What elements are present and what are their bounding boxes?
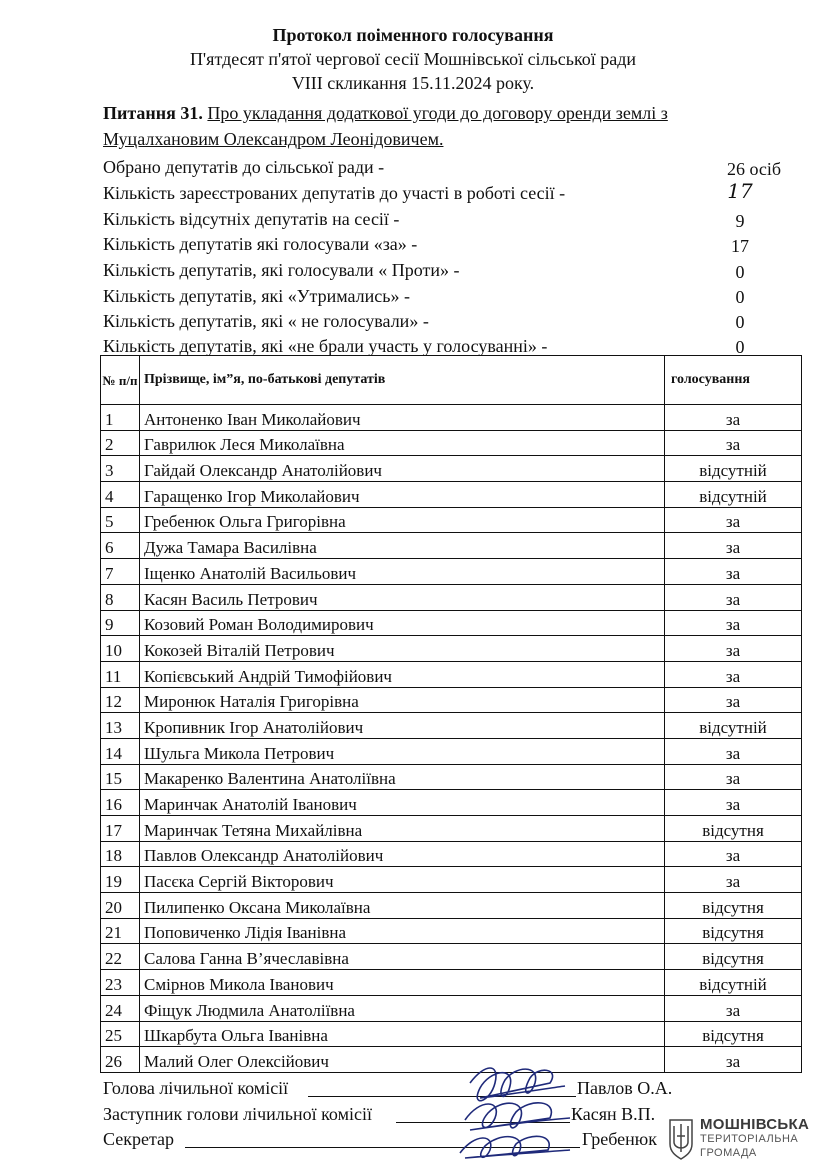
question	[103, 100, 743, 152]
table-row	[101, 841, 802, 867]
deputy-name: Малий Олег Олексійович	[140, 1047, 665, 1073]
convocation-date: VIII скликання 15.11.2024 року.	[291, 73, 535, 93]
vote-result: за	[665, 790, 802, 816]
vote-result: відсутній	[665, 482, 802, 508]
table-row	[101, 1021, 802, 1047]
row-number: 13	[101, 713, 140, 739]
logo-line3: ГРОМАДА	[700, 1147, 757, 1159]
logo-line2: ТЕРИТОРІАЛЬНА	[700, 1133, 799, 1145]
row-number: 22	[101, 944, 140, 970]
deputy-name: Гайдай Олександр Анатолійович	[140, 456, 665, 482]
vote-result: за	[665, 661, 802, 687]
table-row	[101, 790, 802, 816]
table-row	[101, 764, 802, 790]
row-number: 20	[101, 893, 140, 919]
vote-result: за	[665, 430, 802, 456]
vote-result: відсутній	[665, 456, 802, 482]
row-number: 1	[101, 405, 140, 431]
signature-role: Голова лічильної комісії	[103, 1078, 289, 1098]
column-header-vote: голосування	[665, 356, 802, 405]
row-number: 24	[101, 995, 140, 1021]
table-row	[101, 944, 802, 970]
table-row	[101, 687, 802, 713]
session-subtitle: П'ятдесят п'ятої чергової сесії Мошнівської сільської ради	[189, 49, 637, 69]
stat-label: Кількість депутатів які голосували «за» -	[103, 234, 418, 254]
row-number: 2	[101, 430, 140, 456]
table-row	[101, 661, 802, 687]
stat-value: 9	[735, 211, 745, 231]
question-text: Про укладання додаткової угоди до договору оренди землі з Муцалхановим Олександром Леонідовичем.	[103, 103, 668, 149]
row-number: 10	[101, 636, 140, 662]
vote-result: відсутня	[665, 893, 802, 919]
trident-icon	[668, 1116, 694, 1160]
row-number: 4	[101, 482, 140, 508]
table-row	[101, 456, 802, 482]
table-row	[101, 482, 802, 508]
row-number: 26	[101, 1047, 140, 1073]
vote-result: відсутня	[665, 816, 802, 842]
deputy-name: Гаврилюк Леся Миколаївна	[140, 430, 665, 456]
deputy-name: Копієвський Андрій Тимофійович	[140, 661, 665, 687]
row-number: 19	[101, 867, 140, 893]
vote-result: за	[665, 559, 802, 585]
question-number: Питання 31.	[103, 103, 203, 123]
deputy-name: Шульга Микола Петрович	[140, 738, 665, 764]
row-number: 6	[101, 533, 140, 559]
vote-result: відсутня	[665, 918, 802, 944]
community-logo	[668, 1116, 818, 1162]
table-row	[101, 430, 802, 456]
deputy-name: Смірнов Микола Іванович	[140, 970, 665, 996]
stat-label: Кількість зареєстрованих депутатів до участі в роботі сесії -	[103, 183, 566, 203]
row-number: 21	[101, 918, 140, 944]
row-number: 5	[101, 507, 140, 533]
row-number: 11	[101, 661, 140, 687]
row-number: 3	[101, 456, 140, 482]
logo-line1: МОШНІВСЬКА	[700, 1116, 810, 1133]
deputy-name: Гребенюк Ольга Григорівна	[140, 507, 665, 533]
row-number: 18	[101, 841, 140, 867]
deputy-name: Дужа Тамара Василівна	[140, 533, 665, 559]
table-row	[101, 559, 802, 585]
deputy-name: Маринчак Анатолій Іванович	[140, 790, 665, 816]
deputy-name: Салова Ганна В’ячеславівна	[140, 944, 665, 970]
table-row	[101, 584, 802, 610]
deputy-name: Касян Василь Петрович	[140, 584, 665, 610]
vote-result: за	[665, 867, 802, 893]
stat-label: Кількість депутатів, які голосували « Проти» -	[103, 260, 460, 280]
row-number: 14	[101, 738, 140, 764]
stat-value: 17	[731, 236, 749, 256]
deputy-name: Козовий Роман Володимирович	[140, 610, 665, 636]
deputy-name: Пасєка Сергій Вікторович	[140, 867, 665, 893]
stat-label: Кількість відсутніх депутатів на сесії -	[103, 209, 400, 229]
signature-role: Секретар	[103, 1129, 175, 1149]
table-row	[101, 636, 802, 662]
deputy-name: Кропивник Ігор Анатолійович	[140, 713, 665, 739]
row-number: 9	[101, 610, 140, 636]
row-number: 12	[101, 687, 140, 713]
vote-result: за	[665, 507, 802, 533]
stat-value: 26 осіб	[726, 159, 782, 179]
deputy-name: Поповиченко Лідія Іванівна	[140, 918, 665, 944]
deputy-name: Маринчак Тетяна Михайлівна	[140, 816, 665, 842]
row-number: 15	[101, 764, 140, 790]
signature-name: Касян В.П.	[571, 1104, 656, 1124]
vote-result: за	[665, 584, 802, 610]
signature-name: Павлов О.А.	[577, 1078, 673, 1098]
deputy-name: Кокозей Віталій Петрович	[140, 636, 665, 662]
vote-result: за	[665, 1047, 802, 1073]
row-number: 7	[101, 559, 140, 585]
stat-label: Кількість депутатів, які «Утримались» -	[103, 286, 410, 306]
stat-label: Кількість депутатів, які «не брали участь у голосуванні» -	[103, 336, 548, 356]
table-row	[101, 893, 802, 919]
vote-result: за	[665, 405, 802, 431]
vote-result: за	[665, 687, 802, 713]
deputy-name: Миронюк Наталія Григорівна	[140, 687, 665, 713]
deputy-name: Шкарбута Ольга Іванівна	[140, 1021, 665, 1047]
row-number: 8	[101, 584, 140, 610]
deputy-name: Гаращенко Ігор Миколайович	[140, 482, 665, 508]
deputy-name: Павлов Олександр Анатолійович	[140, 841, 665, 867]
stat-label: Обрано депутатів до сільської ради -	[103, 157, 385, 177]
deputy-name: Пилипенко Оксана Миколаївна	[140, 893, 665, 919]
stat-value: 0	[735, 337, 745, 357]
deputy-name: Антоненко Іван Миколайович	[140, 405, 665, 431]
deputy-name: Іщенко Анатолій Васильович	[140, 559, 665, 585]
vote-result: відсутня	[665, 944, 802, 970]
stat-value: 0	[735, 287, 745, 307]
table-row	[101, 738, 802, 764]
table-row	[101, 867, 802, 893]
vote-result: за	[665, 995, 802, 1021]
vote-result: за	[665, 764, 802, 790]
vote-result: за	[665, 610, 802, 636]
signature-name: Гребенюк	[582, 1129, 657, 1149]
signature-role: Заступник голови лічильної комісії	[103, 1104, 372, 1124]
deputy-name: Фіщук Людмила Анатоліївна	[140, 995, 665, 1021]
table-row	[101, 610, 802, 636]
column-header-name: Прізвище, ім”я, по-батькові депутатів	[140, 356, 665, 405]
row-number: 17	[101, 816, 140, 842]
vote-result: за	[665, 841, 802, 867]
column-header-number: № п/п	[101, 356, 140, 405]
table-row	[101, 405, 802, 431]
row-number: 25	[101, 1021, 140, 1047]
vote-result: за	[665, 738, 802, 764]
vote-result: відсутня	[665, 1021, 802, 1047]
vote-result: відсутній	[665, 970, 802, 996]
vote-result: за	[665, 636, 802, 662]
table-row	[101, 970, 802, 996]
table-row	[101, 713, 802, 739]
table-row	[101, 533, 802, 559]
document-title: Протокол поіменного голосування	[272, 25, 554, 45]
vote-result: за	[665, 533, 802, 559]
deputy-name: Макаренко Валентина Анатоліївна	[140, 764, 665, 790]
stat-value: 0	[735, 312, 745, 332]
vote-table	[100, 355, 802, 1073]
table-row	[101, 995, 802, 1021]
stat-label: Кількість депутатів, які « не голосували» -	[103, 311, 429, 331]
row-number: 16	[101, 790, 140, 816]
vote-table-body	[101, 405, 802, 1073]
stat-value-handwritten: 17	[727, 179, 753, 203]
vote-result: відсутній	[665, 713, 802, 739]
table-row	[101, 816, 802, 842]
handwritten-signature	[440, 1058, 580, 1163]
table-row	[101, 507, 802, 533]
table-header-row	[101, 356, 802, 405]
stat-value: 0	[735, 262, 745, 282]
row-number: 23	[101, 970, 140, 996]
table-row	[101, 918, 802, 944]
